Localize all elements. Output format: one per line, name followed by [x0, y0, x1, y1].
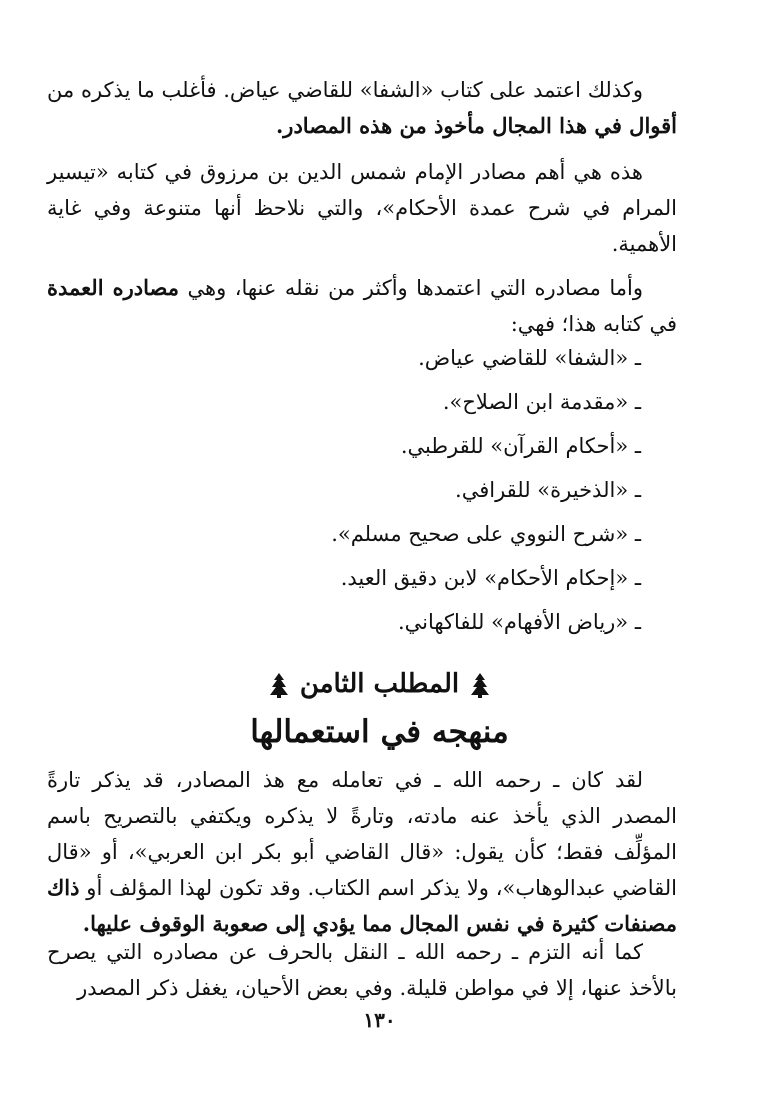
paragraph-bold-text: مصادره العمدة — [47, 275, 180, 300]
ornament-left-icon — [268, 672, 290, 698]
paragraph-summary — [47, 154, 677, 262]
list-item: ـ «الشفا» للقاضي عياض. — [418, 346, 641, 370]
paragraph-umda-sources — [47, 270, 677, 342]
section-heading: منهجه في استعمالها — [250, 714, 509, 750]
paragraph-literal-quotation — [47, 934, 677, 1006]
paragraph-method — [47, 762, 677, 942]
paragraph-text: وأما مصادره التي اعتمدها وأكثر من نقله عنها، وهي — [179, 276, 644, 300]
paragraph-text-tail: في كتابه هذا؛ فهي: — [510, 312, 677, 336]
list-item: ـ «شرح النووي على صحيح مسلم». — [331, 522, 641, 546]
paragraph-main-sources: هذه هي أهم مصادر الإمام شمس الدين بن مرزوق في كتابه «تيسير المرام في شرح عمدة الأحكام»، والتي نلاحظ أنها متنوعة وفي غاية الأهمية. — [47, 160, 677, 256]
paragraph-citation-method — [47, 762, 677, 942]
list-item: ـ «أحكام القرآن» للقرطبي. — [400, 434, 641, 458]
sources-list — [81, 336, 641, 644]
section-subheading — [0, 662, 759, 706]
paragraph-sources-intro — [47, 72, 677, 144]
paragraph-primary-sources — [47, 270, 677, 342]
paragraph-literal-text: كما أنه التزم ـ رحمه الله ـ النقل بالحرف عن مصادره التي يصرح بالأخذ عنها، إلا في مواطن قليلة. وفي بعض الأحيان، يغفل ذكر المصدر — [47, 940, 677, 1000]
paragraph-shifa — [47, 72, 677, 144]
list-item: ـ «رياض الأفهام» للفاكهاني. — [397, 610, 641, 634]
paragraph-text: لقد كان ـ رحمه الله ـ في تعامله مع هذ المصادر، قد يذكر تارةً المصدر الذي يأخذ عنه مادته، وتارةً لا يذكره ويكتفي بالتصريح باسم المؤلِّف فقط؛ كأن يقول: «قال القاضي أبو بكر ابن العربي»، أو «قال القاضي عبدالوهاب»، ولا يذكر اسم الكتاب. وقد تكون لهذا المؤلف أو — [47, 768, 677, 900]
subheading-text: المطلب الثامن — [299, 669, 460, 699]
list-item: ـ «الذخيرة» للقرافي. — [455, 478, 641, 502]
list-item: ـ «مقدمة ابن الصلاح». — [442, 390, 641, 414]
page-number: ١٣٠ — [363, 1008, 396, 1032]
paragraph-bold-text: ذاك مصنفات كثيرة في نفس المجال مما يؤدي إلى صعوبة الوقوف عليها. — [47, 875, 677, 936]
paragraph-text: وكذلك اعتمد على كتاب «الشفا» للقاضي عياض. فأغلب ما يذكره من — [47, 78, 643, 102]
ornament-right-icon — [469, 672, 491, 698]
paragraph-bold-text: أقوال في هذا المجال مأخوذ من هذه المصادر. — [276, 113, 677, 138]
list-item: ـ «إحكام الأحكام» لابن دقيق العيد. — [340, 566, 641, 590]
